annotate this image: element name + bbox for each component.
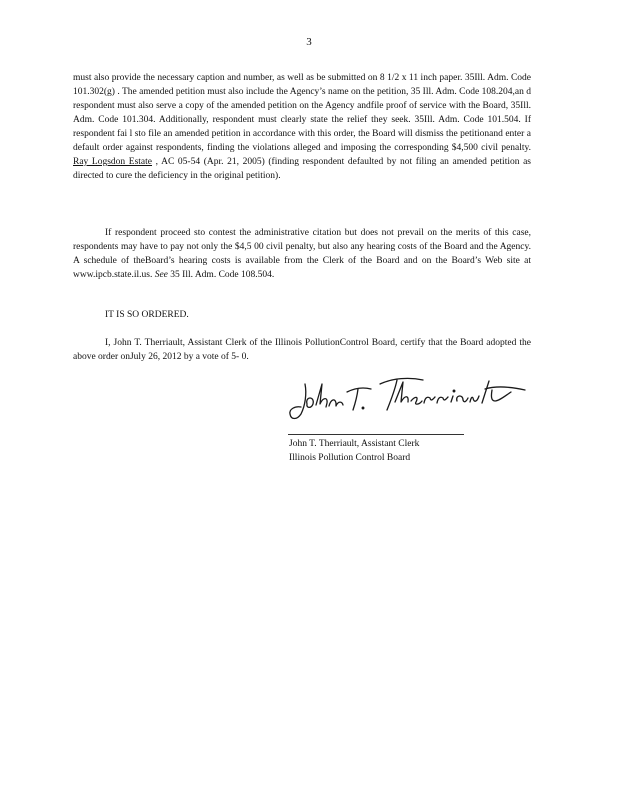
paragraph-2-text-end: 35 Ill. Adm. Code 108.504. (167, 270, 275, 280)
signer-name-title: John T. Therriault, Assistant Clerk (289, 439, 420, 449)
clerk-certification: I, John T. Therriault, Assistant Clerk of the Illinois PollutionControl Board, certify that the Board adopted the above order onJuly 26, 2012 by a vote of 5- 0. (73, 338, 531, 362)
paragraph-amended-petition-requirements (73, 71, 531, 183)
handwritten-signature (285, 374, 530, 426)
page-number: 3 (306, 36, 312, 48)
signer-organization: Illinois Pollution Control Board (289, 453, 411, 463)
paragraph-hearing-costs (73, 226, 531, 282)
case-citation-name: Ray Logsdon Estate (73, 157, 153, 167)
order-statement: IT IS SO ORDERED. (105, 310, 189, 320)
signature-line (288, 434, 464, 435)
paragraph-2-text: If respondent proceed sto contest the administrative citation but does not prevail on the merits of this case, respondents may have to pay not only the $4,5 00 civil penalty, but also any hearing costs of the Board and the Agency. A schedule of theBoard’s hearing costs is available from the Clerk of the Board and on the Board’s Web site at www.ipcb.state.il.us. (73, 228, 531, 280)
paragraph-1-text-end: , AC 05-54 (Apr. 21, 2005) (finding respondent defaulted by not filing an amended petition as directed to cure the deficiency in the original petition). (73, 157, 532, 181)
see-signal: See (154, 270, 168, 280)
paragraph-1-text: must also provide the necessary caption and number, as well as be submitted on 8 1/2 x 11 inch paper. 35Ill. Adm. Code 101.302(g) . The amended petition must also include the Agency’s name on the petition, 35 Ill. Adm. Code 108.204,an d respondent must also serve a copy of the amended petition on the Agency andfile proof of service with the Board, 35Ill. Adm. Code 101.304. Additionally, respondent must clearly state the relief they seek. 35Ill. Adm. Code 101.504. If respondent fai l sto file an amended petition in accordance with this order, the Board will dismiss the petitionand enter a default order against respondents, finding the violations alleged and imposing the corresponding $4,500 civil penalty. (73, 73, 531, 153)
